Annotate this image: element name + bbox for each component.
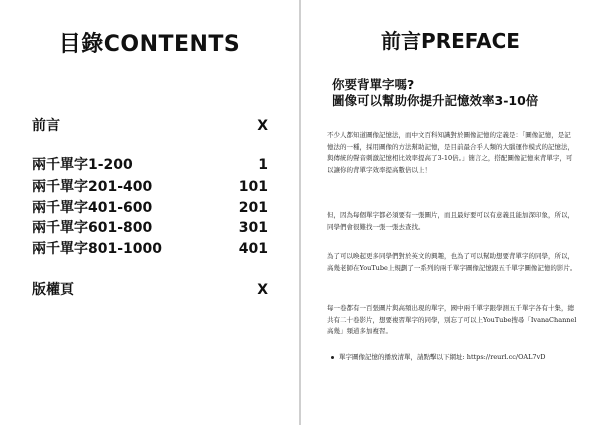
toc-entry-words-601-800[interactable] bbox=[32, 219, 268, 237]
toc-entry-label: 兩千單字201-400 bbox=[32, 179, 153, 195]
playlist-link-text[interactable]: 單字圖像記憶的播放清單，請點擊以下網址: https://reurl.cc/OAL7vD bbox=[339, 353, 546, 361]
toc-entry-label: 兩千單字401-600 bbox=[32, 200, 153, 216]
preface-paragraph-3: 為了可以喚起更多同學們對於英文的興趣，也為了可以幫助想要背單字的同學，所以，高幾老師在YouTube上規劃了一系列的兩千單字圖像記憶跟五千單字圖像記憶的影片。 bbox=[327, 252, 577, 272]
toc-entry-words-801-1000[interactable] bbox=[32, 240, 268, 258]
toc-entry-page: 101 bbox=[238, 179, 268, 195]
toc-entry-words-201-400[interactable] bbox=[32, 178, 268, 196]
playlist-bullet[interactable] bbox=[331, 352, 581, 363]
toc-entry-page: X bbox=[257, 282, 268, 298]
toc-entry-label: 兩千單字801-1000 bbox=[32, 241, 162, 257]
preface-heading-line-1: 你要背單字嗎? bbox=[332, 77, 415, 92]
preface-page bbox=[301, 0, 600, 425]
bullet-dot-icon bbox=[331, 356, 334, 359]
preface-paragraph-1: 不少人都知道圖像記憶法，而中文百科知識對於圖像記憶的定義是：「圖像記憶，是記憶法的一種，採用圖像的方法幫助記憶，是目前最合乎人類的大腦運作模式的記憶法，與傳統的聲音刺激記憶相比效率提高了3-10倍。」簡言之，搭配圖像記憶來背單字，可以讓你的背單字效率提高數倍以上！ bbox=[327, 131, 574, 174]
toc-entry-words-1-200[interactable] bbox=[32, 156, 268, 174]
preface-paragraph-2: 但，因為每個單字都必須要有一張圖片，而且最好要可以有意義且能加深印象，所以，同學們會很難找一張一張去查找。 bbox=[327, 211, 574, 231]
toc-entry-words-401-600[interactable] bbox=[32, 199, 268, 217]
preface-heading-line-2: 圖像可以幫助你提升記憶效率3-10倍 bbox=[332, 93, 539, 108]
toc-entry-page: 301 bbox=[238, 220, 268, 236]
toc-entry-page: 1 bbox=[258, 157, 268, 173]
toc-entry-page: 401 bbox=[238, 241, 268, 257]
contents-title: 目錄CONTENTS bbox=[58, 32, 241, 57]
toc-entry-label: 版權頁 bbox=[32, 282, 74, 298]
contents-page bbox=[0, 0, 299, 425]
toc-entry-page: 201 bbox=[238, 200, 268, 216]
toc-entry-label: 兩千單字1-200 bbox=[32, 157, 133, 173]
toc-entry-label: 前言 bbox=[32, 118, 60, 134]
toc-entry-copyright[interactable] bbox=[32, 281, 268, 299]
preface-paragraph-4: 每一卷都有一百張圖片與高頻出現的單字，國中兩千單字跟學測五千單字各有十集，總共有二十卷影片，想要複習單字的同學，別忘了可以上YouTube搜尋「IvanaChannel高幾」頻道多加複習。 bbox=[327, 304, 577, 335]
toc-entry-page: X bbox=[257, 118, 268, 134]
toc-entry-label: 兩千單字601-800 bbox=[32, 220, 153, 236]
toc-entry-preface[interactable] bbox=[32, 117, 268, 135]
preface-title: 前言PREFACE bbox=[381, 29, 520, 53]
